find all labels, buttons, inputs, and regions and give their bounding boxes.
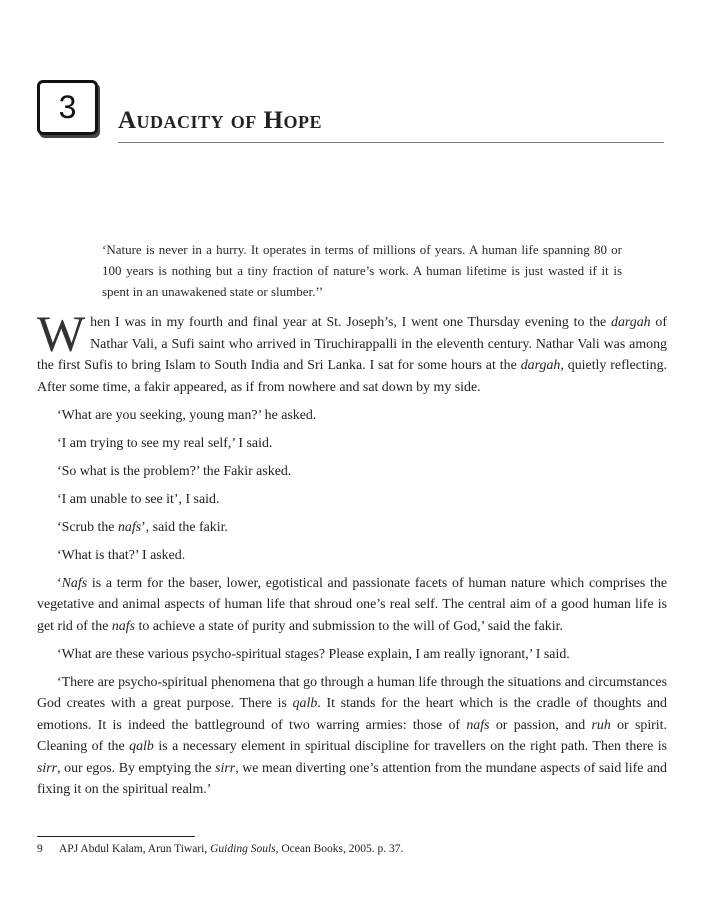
- footnote-rule: [37, 836, 195, 837]
- chapter-number-box: [37, 80, 98, 135]
- paragraph-1: When I was in my fourth and final year at St. Joseph’s, I went one Thursday evening to the dargah of Nathar Vali, a Sufi saint who arrived in Tiruchirappalli in the eleventh century. Nathar Vali was among the first Sufis to bring Islam to South India and Sri Lanka. I sat for some hours at the dargah, quietly reflecting. After some time, a fakir appeared, as if from nowhere and sat down by my side.: [37, 307, 668, 395]
- title-underline: [118, 142, 664, 143]
- paragraph-6: ‘Scrub the nafs’, said the fakir.: [57, 519, 228, 535]
- paragraph-8: ‘Nafs is a term for the baser, lower, egotistical and passionate facets of human nature which comprises the vegetative and animal aspects of human life that shroud one’s real self. The central aim of a good human life is get rid of the nafs to achieve a state of purity and submission to the will of God,’ said the fakir.: [37, 575, 667, 634]
- body-text: [37, 307, 668, 801]
- chapter-number: 3: [58, 89, 77, 125]
- paragraph-7: ‘What is that?’ I asked.: [57, 547, 186, 563]
- paragraph-2: ‘What are you seeking, young man?’ he asked.: [57, 407, 317, 423]
- paragraph-9: ‘What are these various psycho-spiritual stages? Please explain, I am really ignorant,’ I said.: [57, 646, 570, 662]
- paragraph-4: ‘So what is the problem?’ the Fakir asked.: [57, 463, 292, 479]
- paragraph-10: ‘There are psycho-spiritual phenomena that go through a human life through the situations and circumstances God creates with a great purpose. There is qalb. It stands for the heart which is the cradle of thoughts and emotions. It is indeed the battleground of two warring armies: those of nafs or passion, and ruh or spirit. Cleaning of the qalb is a necessary element in spiritual discipline for travellers on the right path. Then there is sirr, our egos. By emptying the sirr, we mean diverting one’s attention from the mundane aspects of said life and fixing it on the spiritual realm.’: [37, 674, 667, 797]
- paragraph-3: ‘I am trying to see my real self,’ I said.: [57, 435, 273, 451]
- footnote-number: 9: [37, 843, 43, 855]
- epigraph-quote: ‘Nature is never in a hurry. It operates in terms of millions of years. A human life spanning 80 or 100 years is nothing but a tiny fraction of nature’s work. A human lifetime is just wasted if it is spent in an unawakened state or slumber.’’: [102, 242, 622, 299]
- chapter-title: Audacity of Hope: [118, 107, 323, 134]
- drop-cap: W: [37, 307, 86, 363]
- paragraph-5: ‘I am unable to see it’, I said.: [57, 491, 220, 507]
- footnote: 9 APJ Abdul Kalam, Arun Tiwari, Guiding Souls, Ocean Books, 2005. p. 37.: [37, 843, 404, 855]
